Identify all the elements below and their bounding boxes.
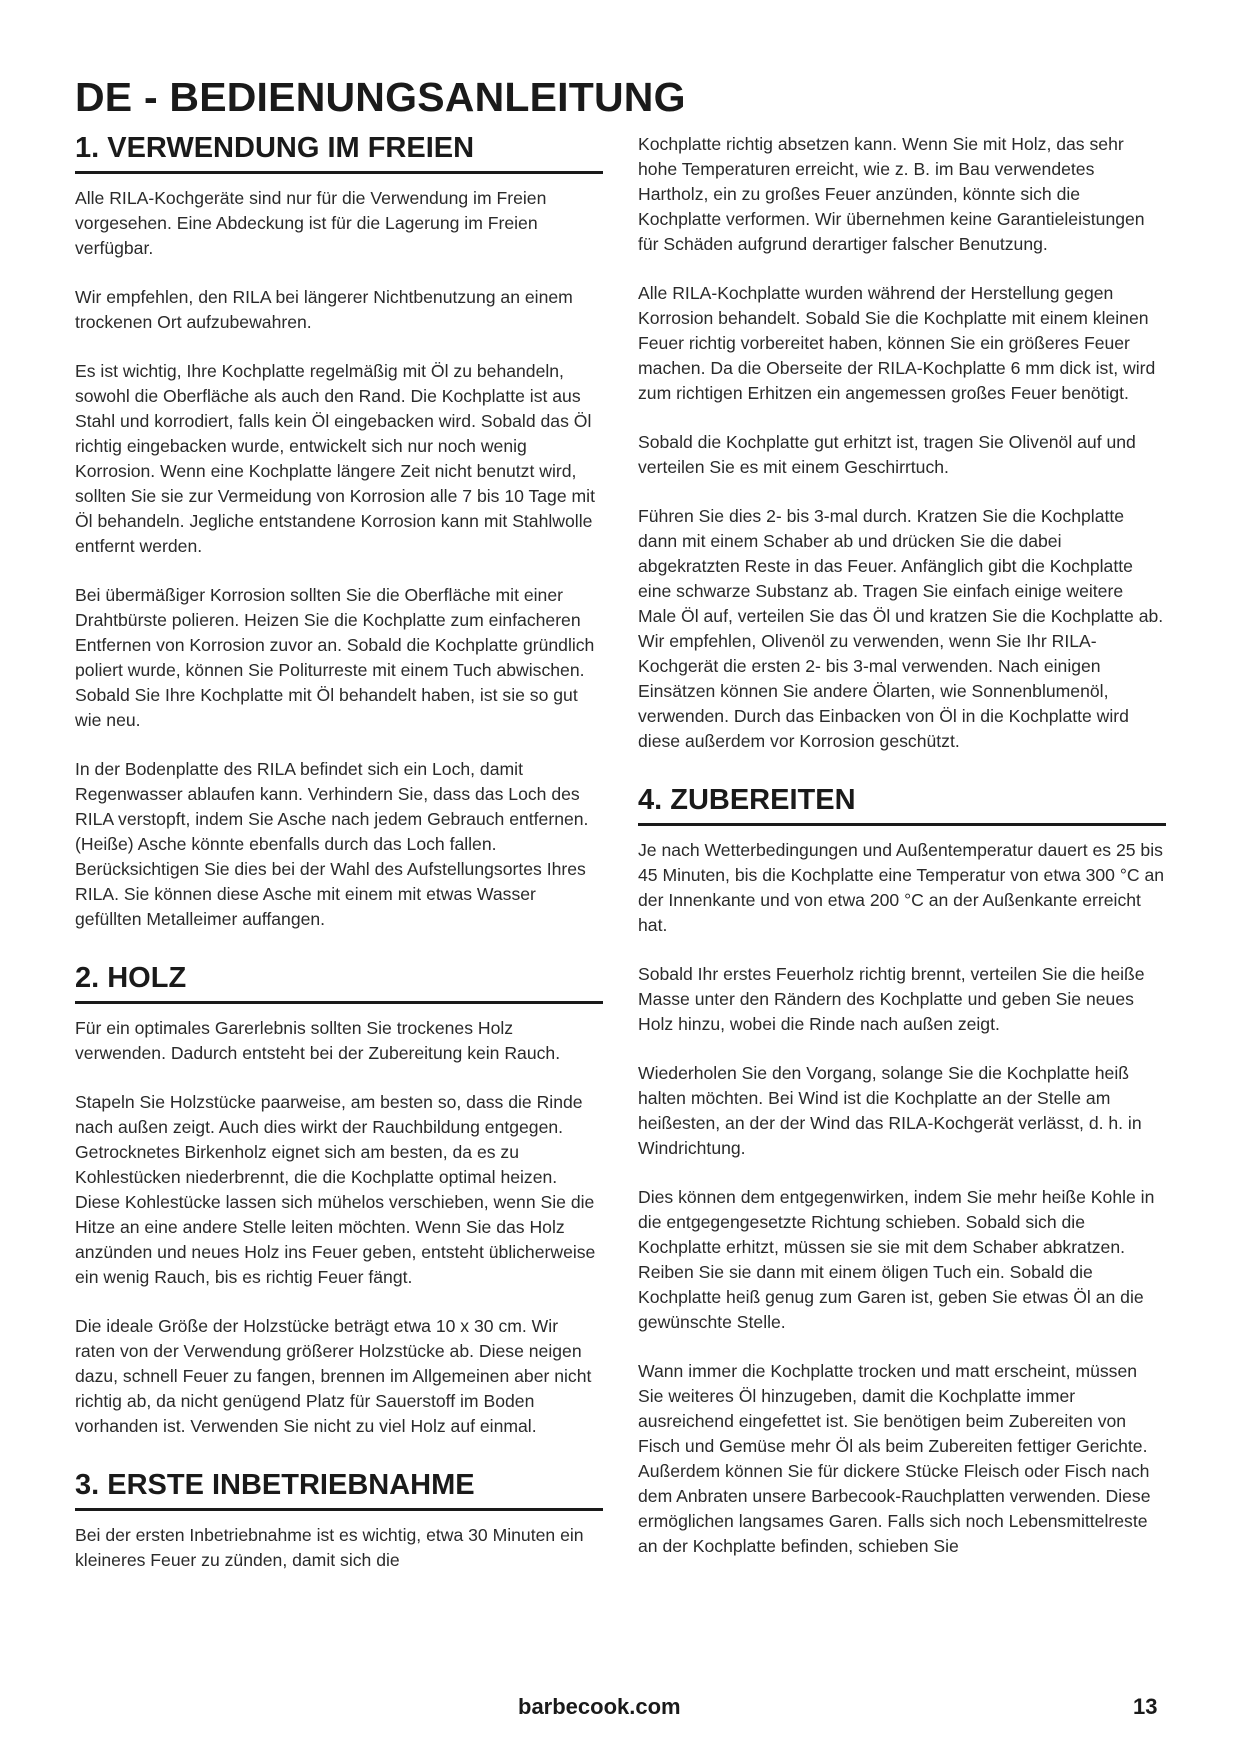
left-column [75,130,603,1597]
paragraph: Wann immer die Kochplatte trocken und matt erscheint, müssen Sie weiteres Öl hinzugeben, damit die Kochplatte immer ausreichend eingefettet ist. Sie benötigen beim Zubereiten von Fisch und Gemüse mehr Öl als beim Zubereiten fettiger Gerichte. Außerdem können Sie für dickere Stücke Fleisch oder Fisch nach dem Anbraten unsere Barbecook-Rauchplatten verwenden. Diese ermöglichen langsames Garen. Falls sich noch Lebensmittelreste an der Kochplatte befinden, schieben Sie [638,1361,1151,1556]
paragraph: Dies können dem entgegenwirken, indem Sie mehr heiße Kohle in die entgegengesetzte Richtung schieben. Sobald sich die Kochplatte erhitzt, müssen sie sie mit dem Schaber abkratzen. Reiben Sie sie dann mit einem öligen Tuch ein. Sobald die Kochplatte heiß genug zum Garen ist, geben Sie etwas Öl an die gewünschte Stelle. [638,1187,1155,1332]
paragraph: Alle RILA-Kochplatte wurden während der Herstellung gegen Korrosion behandelt. Sobald Sie die Kochplatte mit einem kleinen Feuer richtig vorbereitet haben, können Sie ein größeres Feuer machen. Da die Oberseite der RILA-Kochplatte 6 mm dick ist, wird zum richtigen Erhitzen ein angemessen großes Feuer benötigt. [638,283,1156,403]
section-zubereiten [638,782,1166,1559]
section-verwendung-im-freien [75,130,603,932]
paragraph: Es ist wichtig, Ihre Kochplatte regelmäßig mit Öl zu behandeln, sowohl die Oberfläche als auch den Rand. Die Kochplatte ist aus Stahl und korrodiert, falls kein Öl eingebacken wird. Sobald das Öl richtig eingebacken wurde, entwickelt sich nur noch wenig Korrosion. Wenn eine Kochplatte längere Zeit nicht benutzt wird, sollten Sie sie zur Vermeidung von Korrosion alle 7 bis 10 Tage mit Öl behandeln. Jegliche entstandene Korrosion kann mit Stahlwolle entfernt werden. [75,361,595,556]
paragraph: Sobald Ihr erstes Feuerholz richtig brennt, verteilen Sie die heiße Masse unter den Rändern des Kochplatte und geben Sie neues Holz hinzu, wobei die Rinde nach außen zeigt. [638,964,1145,1034]
section-holz [75,960,603,1439]
paragraph: Je nach Wetterbedingungen und Außentemperatur dauert es 25 bis 45 Minuten, bis die Kochplatte eine Temperatur von etwa 300 °C an der Innenkante und von etwa 200 °C an der Außenkante erreicht hat. [638,840,1165,935]
paragraph: Alle RILA-Kochgeräte sind nur für die Verwendung im Freien vorgesehen. Eine Abdeckung ist für die Lagerung im Freien verfügbar. [75,188,547,258]
section-heading: 4. ZUBEREITEN [638,782,1166,826]
paragraph: Kochplatte richtig absetzen kann. Wenn Sie mit Holz, das sehr hohe Temperaturen erreicht, wie z. B. im Bau verwendetes Hartholz, ein zu großes Feuer anzünden, könnte sich die Kochplatte verformen. Wir übernehmen keine Garantieleistungen für Schäden aufgrund derartiger falscher Benutzung. [638,134,1145,254]
section-heading: 3. ERSTE INBETRIEBNAHME [75,1467,603,1511]
paragraph: Bei der ersten Inbetriebnahme ist es wichtig, etwa 30 Minuten ein kleineres Feuer zu zünden, damit sich die [75,1525,584,1570]
right-column [638,132,1166,1583]
page-number: 13 [1133,1694,1158,1719]
paragraph: Wir empfehlen, den RILA bei längerer Nichtbenutzung an einem trockenen Ort aufzubewahren. [75,287,573,332]
paragraph: Die ideale Größe der Holzstücke beträgt etwa 10 x 30 cm. Wir raten von der Verwendung größerer Holzstücke ab. Diese neigen dazu, schnell Feuer zu fangen, brennen im Allgemeinen aber nicht richtig ab, da nicht genügend Platz für Sauerstoff im Boden vorhanden ist. Verwenden Sie nicht zu viel Holz auf einmal. [75,1316,592,1436]
section-erste-inbetriebnahme [75,1467,603,1573]
section-heading: 1. VERWENDUNG IM FREIEN [75,130,603,174]
paragraph: In der Bodenplatte des RILA befindet sich ein Loch, damit Regenwasser ablaufen kann. Verhindern Sie, dass das Loch des RILA verstopft, indem Sie Asche nach jedem Gebrauch entfernen. (Heiße) Asche könnte ebenfalls durch das Loch fallen. Berücksichtigen Sie dies bei der Wahl des Aufstellungsortes Ihres RILA. Sie können diese Asche mit einem mit etwas Wasser gefüllten Metalleimer auffangen. [75,759,589,929]
paragraph: Führen Sie dies 2- bis 3-mal durch. Kratzen Sie die Kochplatte dann mit einem Schaber ab und drücken Sie die dabei abgekratzten Reste in das Feuer. Anfänglich gibt die Kochplatte eine schwarze Substanz ab. Tragen Sie einfach einige weitere Male Öl auf, verteilen Sie das Öl und kratzen Sie die Kochplatte ab. Wir empfehlen, Olivenöl zu verwenden, wenn Sie Ihr RILA-Kochgerät die ersten 2- bis 3-mal verwenden. Nach einigen Einsätzen können Sie andere Ölarten, wie Sonnenblumenöl, verwenden. Durch das Einbacken von Öl in die Kochplatte wird diese außerdem vor Korrosion geschützt. [638,506,1164,751]
footer-website: barbecook.com [518,1694,681,1719]
section-heading: 2. HOLZ [75,960,603,1004]
paragraph: Bei übermäßiger Korrosion sollten Sie die Oberfläche mit einer Drahtbürste polieren. Heizen Sie die Kochplatte zum einfacheren Entfernen von Korrosion zuvor an. Sobald die Kochplatte gründlich poliert wurde, können Sie Politurreste mit einem Tuch abwischen. Sobald Sie Ihre Kochplatte mit Öl behandelt haben, ist sie so gut wie neu. [75,585,595,730]
paragraph: Sobald die Kochplatte gut erhitzt ist, tragen Sie Olivenöl auf und verteilen Sie es mit einem Geschirrtuch. [638,432,1136,477]
paragraph: Stapeln Sie Holzstücke paarweise, am besten so, dass die Rinde nach außen zeigt. Auch dies wirkt der Rauchbildung entgegen. Getrocknetes Birkenholz eignet sich am besten, da es zu Kohlestücken niederbrennt, die die Kochplatte optimal heizen. Diese Kohlestücke lassen sich mühelos verschieben, wenn Sie die Hitze an eine andere Stelle leiten möchten. Wenn Sie das Holz anzünden und neues Holz ins Feuer geben, entsteht üblicherweise ein wenig Rauch, bis es richtig Feuer fängt. [75,1092,596,1287]
paragraph: Für ein optimales Garerlebnis sollten Sie trockenes Holz verwenden. Dadurch entsteht bei der Zubereitung kein Rauch. [75,1018,561,1063]
paragraph: Wiederholen Sie den Vorgang, solange Sie die Kochplatte heiß halten möchten. Bei Wind ist die Kochplatte an der Stelle am heißesten, an der der Wind das RILA-Kochgerät verlässt, d. h. in Windrichtung. [638,1063,1142,1158]
page-title: DE - BEDIENUNGSANLEITUNG [75,74,686,120]
